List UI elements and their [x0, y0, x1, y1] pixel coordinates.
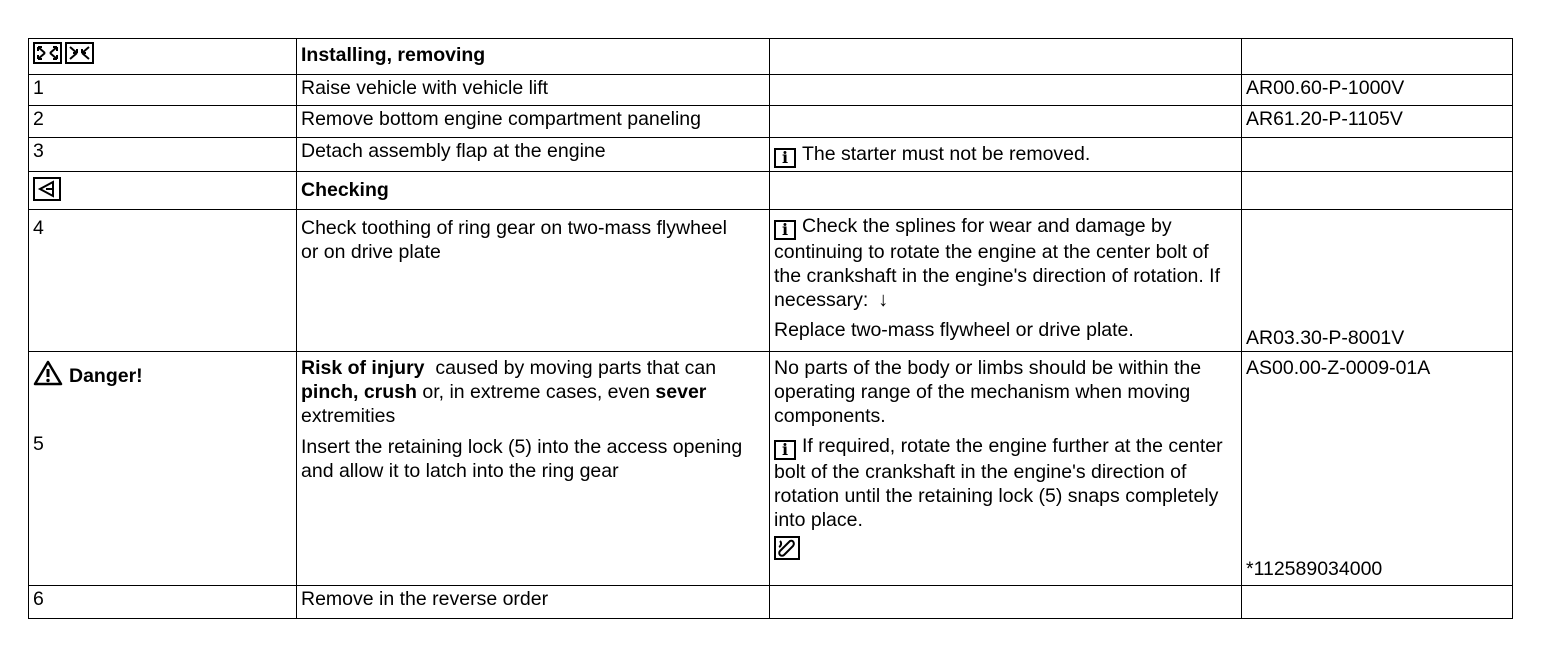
table-row: [29, 586, 1513, 619]
note-cell: [770, 210, 1242, 352]
table-row: [29, 106, 1513, 138]
step-number: 1: [29, 75, 297, 106]
reference-cell: [1242, 352, 1513, 586]
step-text: Check toothing of ring gear on two-mass flywheel or on drive plate: [297, 210, 770, 352]
reference-cell: [1242, 210, 1513, 352]
header-icon-cell: [29, 39, 297, 75]
step-number: 4: [29, 210, 297, 352]
procedure-table: [28, 38, 1513, 619]
danger-label: [33, 360, 143, 392]
tool-number-link[interactable]: *112589034000: [1246, 558, 1383, 580]
note-cell: [770, 352, 1242, 586]
step-text: Insert the retaining lock (5) into the access opening and allow it to latch into the ring gear: [301, 436, 743, 482]
step-number: 3: [29, 138, 297, 172]
note-text: The starter must not be removed.: [802, 143, 1091, 165]
warning-triangle-icon: [33, 360, 63, 392]
checking-title: Checking: [297, 172, 770, 210]
expand-arrows-icon: [33, 42, 95, 70]
reference-link[interactable]: AR61.20-P-1105V: [1242, 106, 1513, 138]
table-row: [29, 210, 1513, 352]
step-number: 6: [29, 586, 297, 619]
danger-measure: No parts of the body or limbs should be within the operating range of the mechanism when moving components.: [774, 357, 1202, 427]
danger-text: Danger!: [69, 365, 143, 387]
step-text: Remove bottom engine compartment paneling: [297, 106, 770, 138]
reference-link[interactable]: AR03.30-P-8001V: [1246, 327, 1405, 349]
reference-link[interactable]: AR00.60-P-1000V: [1242, 75, 1513, 106]
table-row-danger: [29, 352, 1513, 586]
risk-description: Risk of injury caused by moving parts that can pinch, crush or, in extreme cases, even sever extremities: [301, 357, 717, 427]
table-row: [29, 75, 1513, 106]
note-text: Check the splines for wear and damage by continuing to rotate the engine at the center bolt of the crankshaft in the engine's direction of rotation. If necessary:: [774, 215, 1220, 311]
step-number: 5: [33, 433, 44, 455]
info-icon: i: [774, 440, 796, 460]
table-row-checking: [29, 172, 1513, 210]
step-number: 2: [29, 106, 297, 138]
checking-icon-cell: [29, 172, 297, 210]
table-row-header: [29, 39, 1513, 75]
info-icon: i: [774, 220, 796, 240]
note-text-2: Replace two-mass flywheel or drive plate.: [774, 319, 1134, 341]
danger-description-cell: [297, 352, 770, 586]
down-arrow-icon: ↓: [878, 289, 889, 311]
header-title: Installing, removing: [297, 39, 770, 75]
special-tool-icon: [774, 536, 1237, 566]
danger-cell: [29, 352, 297, 586]
info-note: [774, 434, 1237, 532]
step-text: Raise vehicle with vehicle lift: [297, 75, 770, 106]
info-icon: i: [774, 148, 796, 168]
check-arrow-icon: [33, 177, 61, 207]
note-cell: [770, 138, 1242, 172]
table-row: [29, 138, 1513, 172]
step-text: Remove in the reverse order: [297, 586, 770, 619]
step-text: Detach assembly flap at the engine: [297, 138, 770, 172]
note-text: If required, rotate the engine further at the center bolt of the crankshaft in the engine's direction of rotation until the retaining lock (5) snaps completely into place.: [774, 435, 1223, 531]
danger-reference-link[interactable]: AS00.00-Z-0009-01A: [1246, 357, 1431, 379]
